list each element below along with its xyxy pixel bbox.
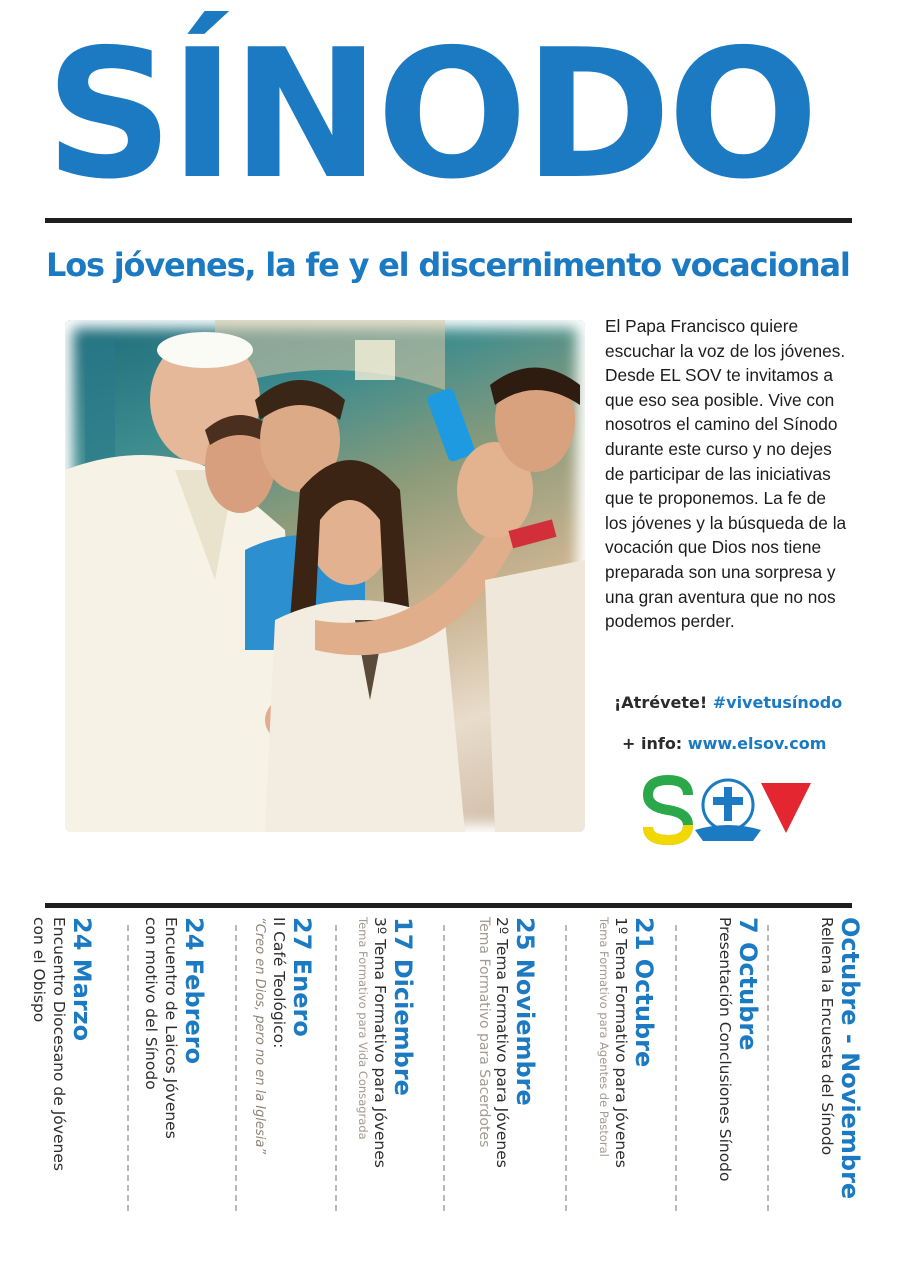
cta-hashtag[interactable]: #vivetusínodo [712,693,843,712]
intro-paragraph: El Papa Francisco quiere escuchar la voz de los jóvenes. Desde EL SOV te invitamos a que eso sea posible. Vive con nosotros el camino del Sínodo durante este curso y no dejes de participar de las iniciativas que te proponemos. La fe de los jóvenes y la búsqueda de la vocación que Dios nos tiene preparada son una sorpresa y una gran aventura que no nos podemos perder. [605,316,847,632]
event-description: con el Obispo [30,917,48,1023]
dashed-separator [675,925,677,1211]
event-description: Encuentro Diocesano de Jóvenes [50,917,68,1171]
event-item [557,917,657,1217]
event-item [0,917,95,1217]
event-item [107,917,207,1217]
event-date: 24 Marzo [68,917,96,1042]
event-date: 25 Noviembre [511,917,539,1106]
event-item [763,917,863,1217]
page-title: SÍNODO [45,11,815,218]
event-quote: “Creo en Dios, pero no en la Iglesia” [252,917,267,1155]
info-lead: + info: [622,734,683,753]
pope-selfie-photo [65,320,585,832]
event-description: 3º Tema Formativo para Jóvenes [371,917,389,1168]
more-info [622,734,826,753]
website-link[interactable]: www.elsov.com [687,734,827,753]
event-description: Encuentro de Laicos Jóvenes [162,917,180,1139]
event-date: 24 Febrero [180,917,208,1065]
event-date: 27 Enero [288,917,316,1037]
event-item [215,917,315,1217]
page-subtitle: Los jóvenes, la fe y el discernimento vocacional [46,246,850,284]
dashed-separator [565,925,567,1211]
event-description: 1º Tema Formativo para Jóvenes [612,917,630,1168]
call-to-action [614,693,842,712]
cta-lead: ¡Atrévete! [614,693,708,712]
event-description: Rellena la Encuesta del Sínodo [818,917,836,1156]
event-date: 17 Diciembre [389,917,417,1096]
event-date: Octubre - Noviembre [836,917,864,1200]
dashed-separator [443,925,445,1211]
title-divider [45,218,852,223]
event-date: 21 Octubre [630,917,658,1068]
event-description: Presentación Conclusiones Sínodo [716,917,734,1182]
event-description: II Café Teológico: [270,917,288,1049]
dashed-separator [767,925,769,1211]
photo-illustration [65,320,585,832]
event-note: Tema Formativo para Agentes de Pastoral [597,917,611,1157]
dashed-separator [127,925,129,1211]
event-note: Tema Formativo para Vida Consagrada [356,917,370,1140]
event-item [316,917,416,1217]
event-item [438,917,538,1217]
dashed-separator [335,925,337,1211]
sov-logo [643,775,813,845]
event-date: 7 Octubre [734,917,762,1051]
event-note: Tema Formativo para Sacerdotes [476,917,492,1148]
event-description: con motivo del Sínodo [142,917,160,1090]
event-description: 2º Tema Formativo para Jóvenes [493,917,511,1168]
event-timeline [30,907,864,1237]
dashed-separator [235,925,237,1211]
